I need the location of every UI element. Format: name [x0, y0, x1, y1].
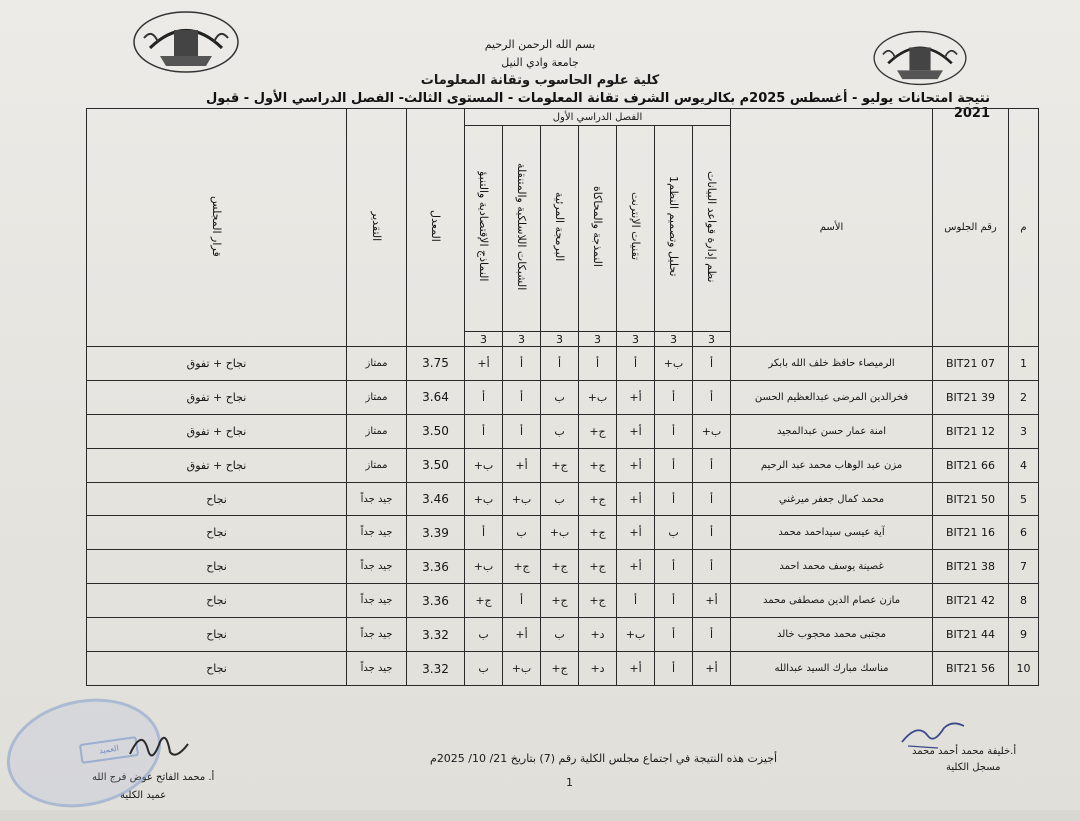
student-name: مجتبى محمد محجوب خالد [731, 618, 933, 652]
grade-cell: أ [617, 584, 655, 618]
row-number: 2 [1009, 380, 1039, 414]
decision-cell: نجاح [87, 618, 347, 652]
row-number: 8 [1009, 584, 1039, 618]
table-row [87, 482, 1039, 516]
grade-cell: أ [655, 584, 693, 618]
gpa-cell: 3.64 [407, 380, 465, 414]
grade-cell: ج+ [579, 516, 617, 550]
approval-note: أجيزت هذه النتيجة في اجتماع مجلس الكلية رقم (7) بتاريخ 21/ 10/ 2025م [430, 752, 778, 765]
grade-cell: ب [541, 414, 579, 448]
student-name: آية عيسى سيداحمد محمد [731, 516, 933, 550]
grade-cell: ج+ [465, 584, 503, 618]
page-number: 1 [566, 776, 573, 789]
grade-cell: ب+ [617, 618, 655, 652]
grade-cell: ج+ [541, 550, 579, 584]
decision-cell: نجاح [87, 482, 347, 516]
grade-cell: ج+ [579, 584, 617, 618]
gpa-cell: 3.75 [407, 347, 465, 381]
grade-cell: ب [541, 618, 579, 652]
row-number: 1 [1009, 347, 1039, 381]
rating-cell: جيد جداً [347, 584, 407, 618]
gpa-cell: 3.36 [407, 584, 465, 618]
grade-cell: ب [655, 516, 693, 550]
grade-cell: أ [503, 347, 541, 381]
seat-number: BIT21 42 [933, 584, 1009, 618]
grade-cell: ج+ [503, 550, 541, 584]
rating-cell: جيد جداً [347, 652, 407, 686]
grade-cell: ج+ [541, 448, 579, 482]
col-header-gpa: المعدل [407, 109, 465, 347]
rating-cell: ممتاز [347, 347, 407, 381]
grade-cell: أ [693, 516, 731, 550]
grade-cell: أ [655, 448, 693, 482]
seat-number: BIT21 56 [933, 652, 1009, 686]
grade-cell: أ+ [693, 584, 731, 618]
course-header: نظم إدارة قواعد البيانات [693, 126, 731, 332]
row-number: 7 [1009, 550, 1039, 584]
table-row [87, 380, 1039, 414]
course-header: البرمجة المرئية [541, 126, 579, 332]
grade-cell: أ [655, 550, 693, 584]
student-name: مزن عبد الوهاب محمد عبد الرحيم [731, 448, 933, 482]
gpa-cell: 3.50 [407, 448, 465, 482]
grade-cell: ج+ [579, 550, 617, 584]
stamp-label: العميد [79, 736, 139, 764]
table-row [87, 652, 1039, 686]
row-number: 3 [1009, 414, 1039, 448]
credit-hours: 3 [693, 332, 731, 347]
university-logo-right [866, 28, 974, 88]
row-number: 5 [1009, 482, 1039, 516]
grade-cell: أ [503, 414, 541, 448]
row-number: 4 [1009, 448, 1039, 482]
decision-cell: نجاح [87, 652, 347, 686]
decision-cell: نجاح [87, 516, 347, 550]
basmala: بسم الله الرحمن الرحيم [484, 38, 596, 51]
gpa-cell: 3.46 [407, 482, 465, 516]
registrar-title: مسجل الكلية [946, 762, 1001, 773]
gpa-cell: 3.50 [407, 414, 465, 448]
grade-cell: ب+ [465, 550, 503, 584]
credit-hours: 3 [655, 332, 693, 347]
grade-cell: ج+ [541, 652, 579, 686]
grade-cell: ب+ [465, 448, 503, 482]
grade-cell: د+ [579, 652, 617, 686]
course-header: تقنيات الإنترنت [617, 126, 655, 332]
grade-cell: أ [693, 448, 731, 482]
grade-cell: أ [693, 482, 731, 516]
decision-cell: نجاح + تفوق [87, 380, 347, 414]
table-row [87, 347, 1039, 381]
student-name: فخرالدين المرضى عبدالعظيم الحسن [731, 380, 933, 414]
table-row [87, 550, 1039, 584]
grade-cell: ب [541, 380, 579, 414]
rating-cell: جيد جداً [347, 550, 407, 584]
rating-cell: ممتاز [347, 448, 407, 482]
decision-cell: نجاح + تفوق [87, 448, 347, 482]
grade-cell: أ [693, 380, 731, 414]
decision-cell: نجاح [87, 550, 347, 584]
rating-cell: جيد جداً [347, 482, 407, 516]
seat-number: BIT21 12 [933, 414, 1009, 448]
dean-signature [124, 724, 194, 768]
grade-cell: أ [503, 584, 541, 618]
seat-number: BIT21 50 [933, 482, 1009, 516]
grade-cell: أ [693, 550, 731, 584]
table-row [87, 516, 1039, 550]
seat-number: BIT21 44 [933, 618, 1009, 652]
grade-cell: أ [693, 347, 731, 381]
student-name: مازن عصام الدين مصطفى محمد [731, 584, 933, 618]
gpa-cell: 3.39 [407, 516, 465, 550]
grade-cell: أ [693, 618, 731, 652]
grade-cell: ج+ [579, 448, 617, 482]
row-number: 6 [1009, 516, 1039, 550]
decision-cell: نجاح [87, 584, 347, 618]
grade-cell: أ [503, 380, 541, 414]
grade-cell: أ [655, 618, 693, 652]
grade-cell: ب [465, 652, 503, 686]
grade-cell: ب+ [503, 482, 541, 516]
grade-cell: ج+ [541, 584, 579, 618]
decision-cell: نجاح + تفوق [87, 347, 347, 381]
grade-cell: أ [655, 414, 693, 448]
col-header-seat: رقم الجلوس [933, 109, 1009, 347]
gpa-cell: 3.36 [407, 550, 465, 584]
course-header: الشبكات اللاسلكية والمتنقلة [503, 126, 541, 332]
student-name: غصينة يوسف محمد احمد [731, 550, 933, 584]
grade-cell: أ+ [617, 482, 655, 516]
rating-cell: جيد جداً [347, 618, 407, 652]
grade-cell: ب+ [503, 652, 541, 686]
registrar-signature [898, 716, 968, 752]
grade-cell: ب [503, 516, 541, 550]
col-header-decision: قرار المجلس [87, 109, 347, 347]
university-name: جامعة وادي النيل [501, 56, 579, 69]
col-header-name: الأسم [731, 109, 933, 347]
student-name: محمد كمال جعفر ميرغني [731, 482, 933, 516]
credit-hours: 3 [541, 332, 579, 347]
results-body [87, 347, 1039, 686]
credit-hours: 3 [617, 332, 655, 347]
seat-number: BIT21 07 [933, 347, 1009, 381]
credit-hours: 3 [579, 332, 617, 347]
grade-cell: ب+ [655, 347, 693, 381]
col-header-num: م [1009, 109, 1039, 347]
grade-cell: أ [655, 380, 693, 414]
grade-cell: أ [655, 652, 693, 686]
document-title: نتيجة امتحانات يوليو - أغسطس 2025م بكالريوس الشرف تقانة المعلومات - المستوى الثالث- الفصل الدراسي الأول - قبول 2021 [206, 91, 990, 121]
student-name: مناسك مبارك السيد عبدالله [731, 652, 933, 686]
credit-hours: 3 [465, 332, 503, 347]
grade-cell: ب+ [579, 380, 617, 414]
grade-cell: ب [541, 482, 579, 516]
semester-header: الفصل الدراسي الأول [465, 109, 731, 126]
grade-cell: أ [465, 380, 503, 414]
course-header: النماذج الإقتصادية والتنبؤ [465, 126, 503, 332]
grade-cell: د+ [579, 618, 617, 652]
grade-cell: ب [465, 618, 503, 652]
table-row [87, 414, 1039, 448]
dean-name: أ. محمد الفاتح عوض فرج الله [92, 772, 215, 783]
grade-cell: أ+ [693, 652, 731, 686]
seat-number: BIT21 38 [933, 550, 1009, 584]
gpa-cell: 3.32 [407, 618, 465, 652]
grade-cell: أ+ [503, 618, 541, 652]
decision-cell: نجاح + تفوق [87, 414, 347, 448]
table-row [87, 448, 1039, 482]
grade-cell: أ+ [617, 448, 655, 482]
seat-number: BIT21 66 [933, 448, 1009, 482]
rating-cell: ممتاز [347, 380, 407, 414]
grade-cell: أ [579, 347, 617, 381]
row-number: 9 [1009, 618, 1039, 652]
row-number: 10 [1009, 652, 1039, 686]
dean-title: عميد الكلية [120, 790, 167, 801]
grade-cell: أ+ [465, 347, 503, 381]
rating-cell: ممتاز [347, 414, 407, 448]
registrar-name: أ.خليفة محمد أحمد محمد [912, 746, 1017, 757]
grade-cell: أ+ [617, 516, 655, 550]
grade-cell: ب+ [693, 414, 731, 448]
col-header-rating: التقدير [347, 109, 407, 347]
grade-cell: ب+ [465, 482, 503, 516]
table-row [87, 618, 1039, 652]
rating-cell: جيد جداً [347, 516, 407, 550]
grade-cell: أ [541, 347, 579, 381]
grade-cell: ج+ [579, 482, 617, 516]
gpa-cell: 3.32 [407, 652, 465, 686]
grade-cell: أ+ [617, 652, 655, 686]
grade-cell: أ [465, 516, 503, 550]
grade-cell: أ+ [617, 380, 655, 414]
grade-cell: أ+ [617, 550, 655, 584]
grade-cell: أ [465, 414, 503, 448]
grade-cell: أ+ [617, 414, 655, 448]
grade-cell: ب+ [541, 516, 579, 550]
course-header: تحليل وتصميم النظم1 [655, 126, 693, 332]
grade-cell: ج+ [579, 414, 617, 448]
table-row [87, 584, 1039, 618]
seat-number: BIT21 39 [933, 380, 1009, 414]
course-header: النمذجة والمحاكاة [579, 126, 617, 332]
grade-cell: أ [617, 347, 655, 381]
seat-number: BIT21 16 [933, 516, 1009, 550]
grade-cell: أ [655, 482, 693, 516]
results-table [86, 108, 1039, 686]
student-name: الرميصاء حافظ خلف الله بابكر [731, 347, 933, 381]
grade-cell: أ+ [503, 448, 541, 482]
credit-hours: 3 [503, 332, 541, 347]
faculty-name: كلية علوم الحاسوب وتقانة المعلومات [420, 73, 660, 88]
student-name: امنة عمار حسن عبدالمجيد [731, 414, 933, 448]
